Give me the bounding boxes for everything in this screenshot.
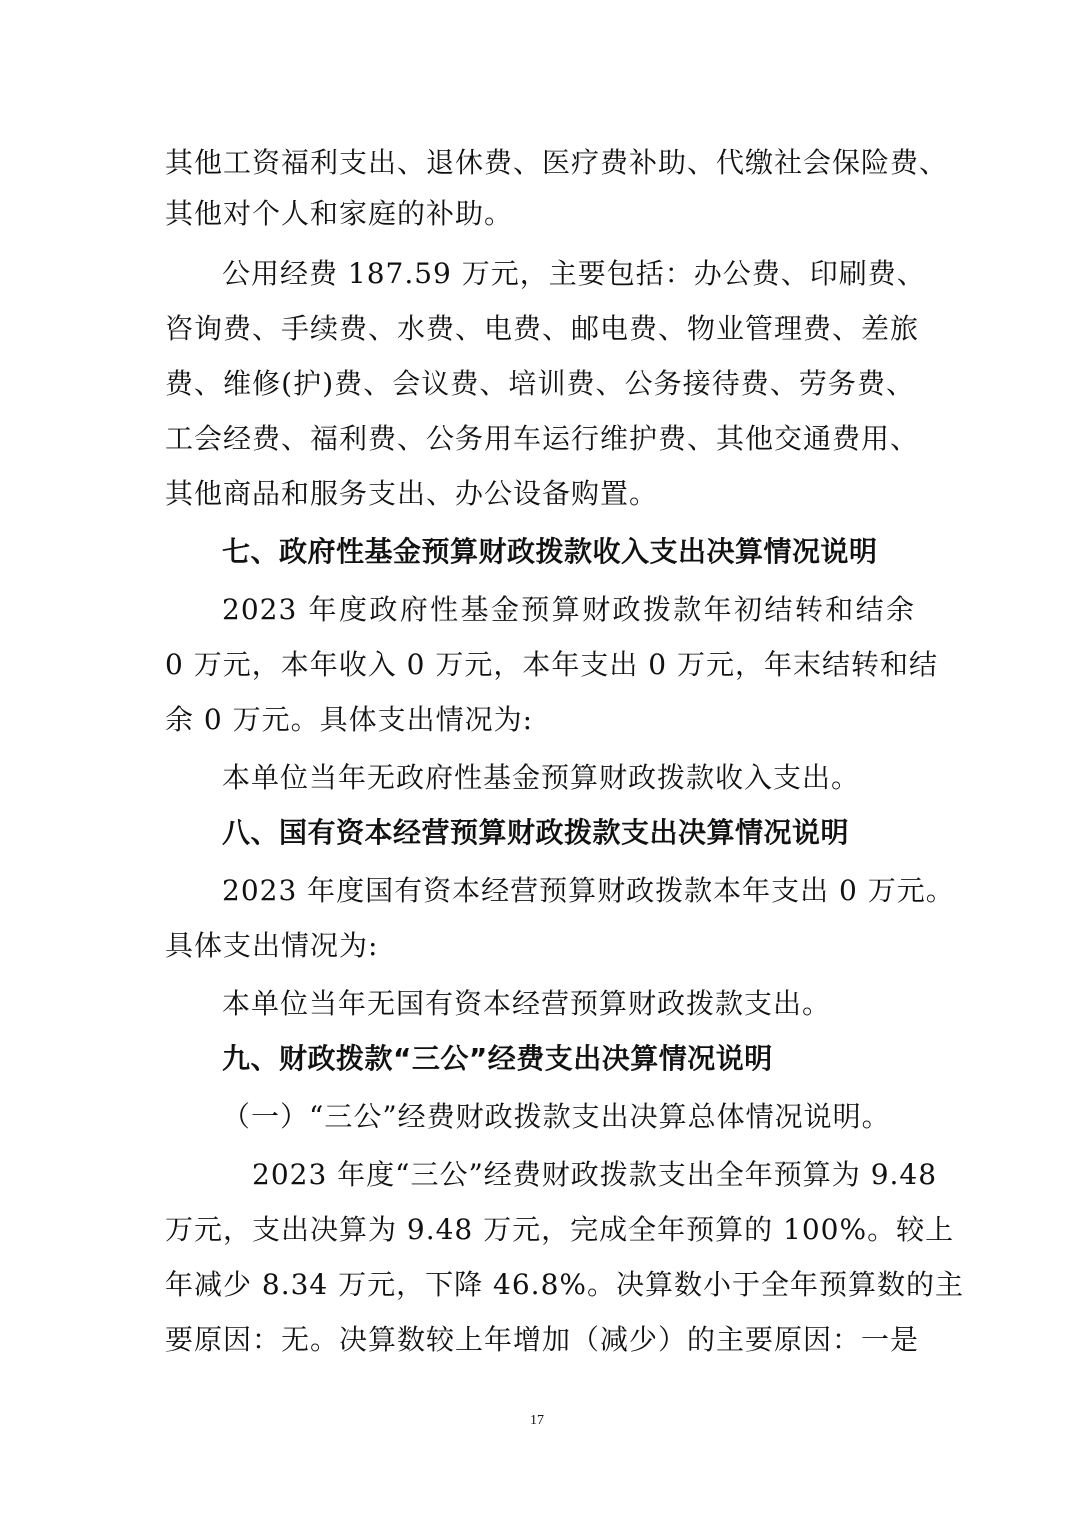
paragraph-line-9: 2023 年度政府性基金预算财政拨款年初结转和结余 (222, 593, 915, 626)
paragraph-line-6: 工会经费、福利费、公务用车运行维护费、其他交通费用、 (165, 422, 920, 455)
paragraph-line-2: 其他对个人和家庭的补助。 (165, 197, 514, 230)
paragraph-line-20: 万元，支出决算为 9.48 万元，完成全年预算的 100%。较上 (165, 1213, 955, 1246)
paragraph-line-15: 具体支出情况为: (165, 929, 379, 962)
paragraph-line-10: 0 万元，本年收入 0 万元，本年支出 0 万元，年末结转和结 (165, 648, 938, 681)
paragraph-line-19: 2023 年度“三公”经费财政拨款支出全年预算为 9.48 (252, 1158, 938, 1191)
page-number: 17 (530, 1413, 544, 1428)
paragraph-line-16: 本单位当年无国有资本经营预算财政拨款支出。 (222, 987, 832, 1020)
section-heading-9: 九、财政拨款“三公”经费支出决算情况说明 (222, 1042, 773, 1075)
paragraph-line-14: 2023 年度国有资本经营预算财政拨款本年支出 0 万元。 (222, 874, 955, 907)
section-heading-8: 八、国有资本经营预算财政拨款支出决算情况说明 (222, 816, 850, 849)
paragraph-line-11: 余 0 万元。具体支出情况为: (165, 703, 534, 736)
paragraph-line-22: 要原因：无。决算数较上年增加（减少）的主要原因：一是 (165, 1323, 920, 1356)
paragraph-line-7: 其他商品和服务支出、办公设备购置。 (165, 477, 659, 510)
section-heading-7: 七、政府性基金预算财政拨款收入支出决算情况说明 (222, 535, 878, 568)
paragraph-line-5: 费、维修(护)费、会议费、培训费、公务接待费、劳务费、 (165, 367, 915, 400)
paragraph-line-3: 公用经费 187.59 万元，主要包括：办公费、印刷费、 (222, 257, 926, 290)
subsection-heading-1: （一）“三公”经费财政拨款支出决算总体情况说明。 (222, 1100, 891, 1133)
paragraph-line-4: 咨询费、手续费、水费、电费、邮电费、物业管理费、差旅 (165, 312, 920, 345)
paragraph-line-21: 年减少 8.34 万元，下降 46.8%。决算数小于全年预算数的主 (165, 1268, 964, 1301)
paragraph-line-1: 其他工资福利支出、退休费、医疗费补助、代缴社会保险费、 (165, 146, 949, 179)
paragraph-line-12: 本单位当年无政府性基金预算财政拨款收入支出。 (222, 761, 861, 794)
